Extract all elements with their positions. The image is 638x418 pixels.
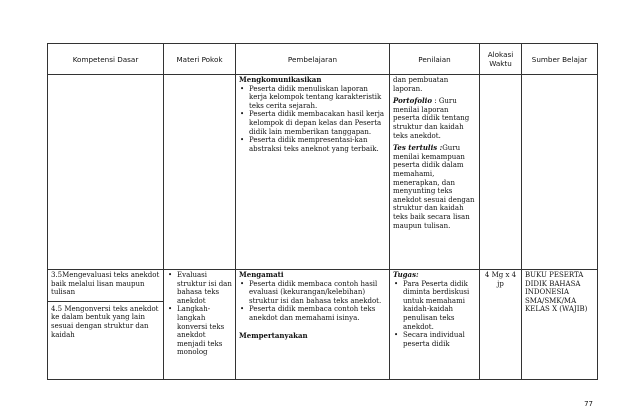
row1-pembelajaran-cell — [236, 75, 390, 270]
header-kompetensi-dasar: Kompetensi Dasar — [48, 44, 164, 75]
list-item: • Peserta didik membaca contoh hasil evaluasi (kekurangan/kelebihan) struktur isi dan bahasa teks anekdot. — [239, 280, 386, 306]
header-alokasi-waktu: Alokasi Waktu — [480, 44, 522, 75]
table-header-row — [48, 44, 598, 75]
row1-sumber-cell — [522, 75, 598, 270]
syllabus-table — [47, 43, 598, 380]
row2-kd-cell — [48, 270, 164, 380]
page-number: 77 — [584, 400, 593, 408]
portfolio-text: : Guru menilai laporan peserta didik tentang struktur dan kaidah teks anekdot. — [393, 97, 470, 140]
header-materi-pokok: Materi Pokok — [164, 44, 236, 75]
row1-penilaian-cell — [390, 75, 480, 270]
list-item: • Peserta didik membaca contoh teks anekdot dan memahami isinya. — [239, 305, 386, 322]
row2-pembelajaran-cell — [236, 270, 390, 380]
kd-3-5: 3.5Mengevaluasi teks anekdot baik melalui lisan maupun tulisan — [51, 271, 160, 297]
header-penilaian: Penilaian — [390, 44, 480, 75]
row1-kd-cell — [48, 75, 164, 270]
portfolio-block — [393, 97, 476, 140]
written-test-block — [393, 144, 476, 230]
activity-heading: Mengamati — [239, 270, 284, 279]
table-row — [48, 75, 598, 270]
row2-materi-cell — [164, 270, 236, 380]
kd-4-5: 4.5 Mengonversi teks anekdot ke dalam bentuk yang lain sesuai dengan struktur dan kaidah — [48, 301, 163, 339]
list-item: • Peserta didik menuliskan laporan kerja kelompok tentang karakteristik teks cerita sejarah. — [239, 85, 386, 111]
assessment-lead: dan pembuatan laporan. — [393, 76, 449, 93]
row1-alokasi-cell — [480, 75, 522, 270]
table-row — [48, 270, 598, 380]
row2-alokasi-cell: 4 Mg x 4 jp — [480, 270, 522, 380]
header-sumber-belajar: Sumber Belajar — [522, 44, 598, 75]
list-item: • Secara individual peserta didik — [393, 331, 476, 348]
list-item: • Para Peserta didik diminta berdiskusi untuk memahami kaidah-kaidah penulisan teks anekdot. — [393, 280, 476, 332]
list-item: • Peserta didik membacakan hasil kerja kelompok di depan kelas dan Peserta didik lain memberikan tanggapan. — [239, 110, 386, 136]
written-test-text: Guru menilai kemampuan peserta didik dalam memahami, menerapkan, dan menyunting teks anekdot sesuai dengan struktur dan kaidah teks baik secara lisan maupun tulisan. — [393, 144, 475, 230]
portfolio-label: Portofolio — [393, 96, 433, 106]
task-list — [393, 280, 476, 349]
row1-materi-cell — [164, 75, 236, 270]
task-label: Tugas: — [393, 270, 419, 279]
activity-heading: Mengkomunikasikan — [239, 75, 322, 84]
list-item: • Evaluasi struktur isi dan bahasa teks anekdot — [167, 271, 232, 305]
activity-list — [239, 280, 386, 323]
list-item: • Peserta didik mempresentasi-kan abstraksi teks aneknot yang terbaik. — [239, 136, 386, 153]
row2-penilaian-cell — [390, 270, 480, 380]
materi-list — [167, 271, 232, 357]
written-test-label: Tes tertulis : — [393, 143, 443, 153]
list-item: • Langkah-langkah konversi teks anekdot menjadi teks monolog — [167, 305, 232, 357]
activity-heading-2: Mempertanyakan — [239, 330, 308, 340]
row2-sumber-cell: BUKU PESERTA DIDIK BAHASA INDONESIA SMA/SMK/MA KELAS X (WAJIB) — [522, 270, 598, 380]
activity-list — [239, 85, 386, 154]
header-pembelajaran: Pembelajaran — [236, 44, 390, 75]
